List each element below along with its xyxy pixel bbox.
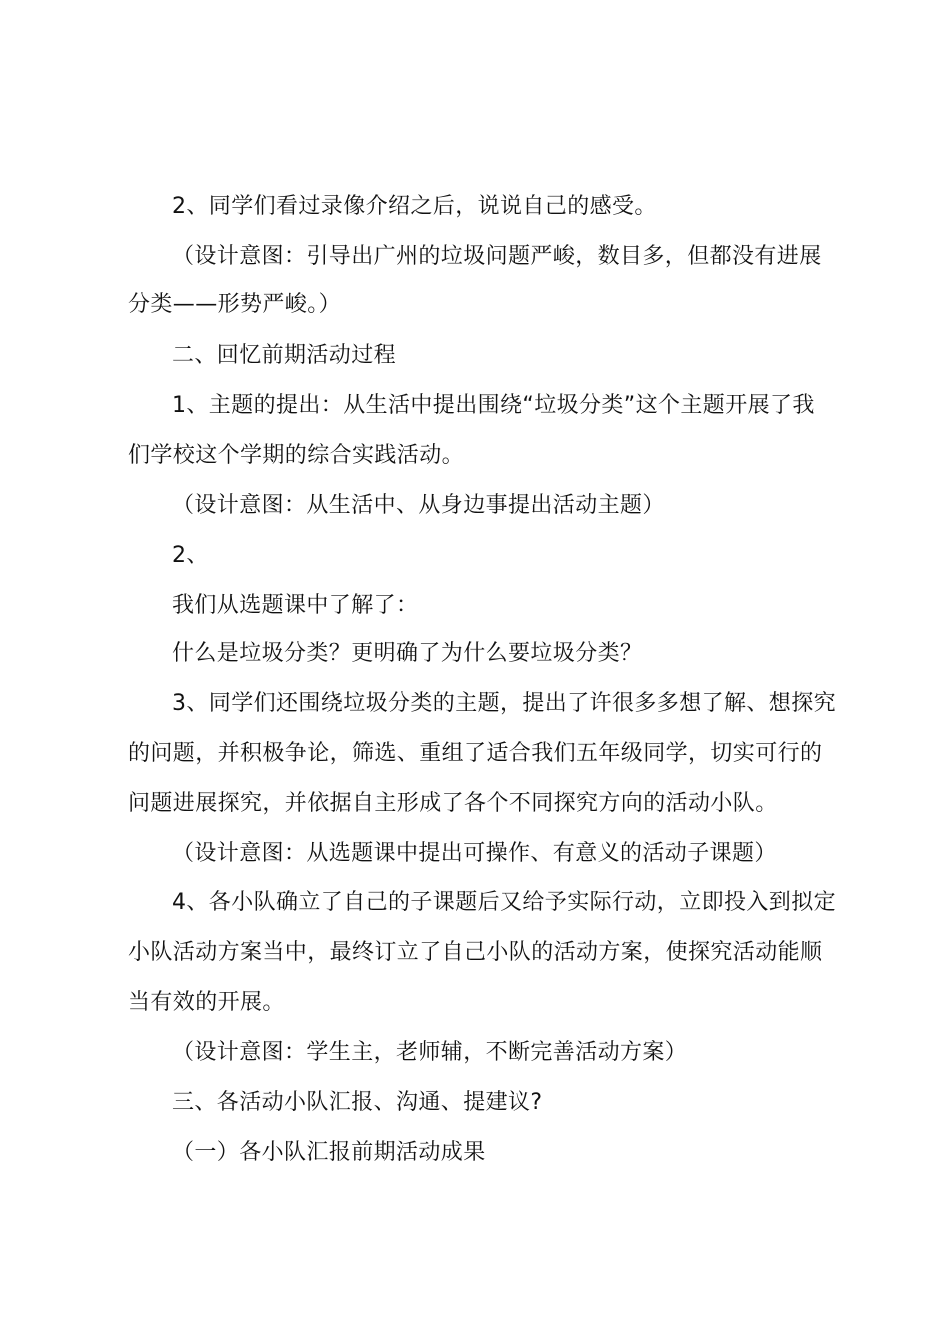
paragraph-line: （设计意图：引导出广州的垃圾问题严峻，数目多，但都没有进展 [172,244,822,269]
paragraph-line: 什么是垃圾分类？更明确了为什么要垃圾分类？ [172,641,643,666]
paragraph-line: 2、同学们看过录像介绍之后，说说自己的感受。 [172,194,657,219]
paragraph-line: 们学校这个学期的综合实践活动。 [128,443,465,468]
paragraph-line: 分类——形势严峻。） [128,292,342,317]
section-heading: 二、回忆前期活动过程 [172,343,397,368]
paragraph-line: （设计意图：从生活中、从身边事提出活动主题） [172,493,665,518]
paragraph-line: 1、主题的提出：从生活中提出围绕“垃圾分类”这个主题开展了我 [172,393,815,418]
paragraph-line: 3、同学们还围绕垃圾分类的主题，提出了许很多多想了解、想探究 [172,691,836,716]
paragraph-line: 当有效的开展。 [128,990,285,1015]
paragraph-line: 4、各小队确立了自己的子课题后又给予实际行动，立即投入到拟定 [172,890,836,915]
subsection-heading: （一）各小队汇报前期活动成果 [172,1140,486,1165]
paragraph-line: 我们从选题课中了解了： [172,593,419,618]
paragraph-line: （设计意图：从选题课中提出可操作、有意义的活动子课题） [172,841,777,866]
paragraph-line: 小队活动方案当中，最终订立了自己小队的活动方案，使探究活动能顺 [128,940,823,965]
paragraph-line: 2、 [172,543,209,568]
paragraph-line: 的问题，并积极争论，筛选、重组了适合我们五年级同学，切实可行的 [128,741,823,766]
section-heading: 三、各活动小队汇报、沟通、提建议? [172,1090,543,1115]
paragraph-line: 问题进展探究，并依据自主形成了各个不同探究方向的活动小队。 [128,791,778,816]
paragraph-line: （设计意图：学生主，老师辅，不断完善活动方案） [172,1040,688,1065]
